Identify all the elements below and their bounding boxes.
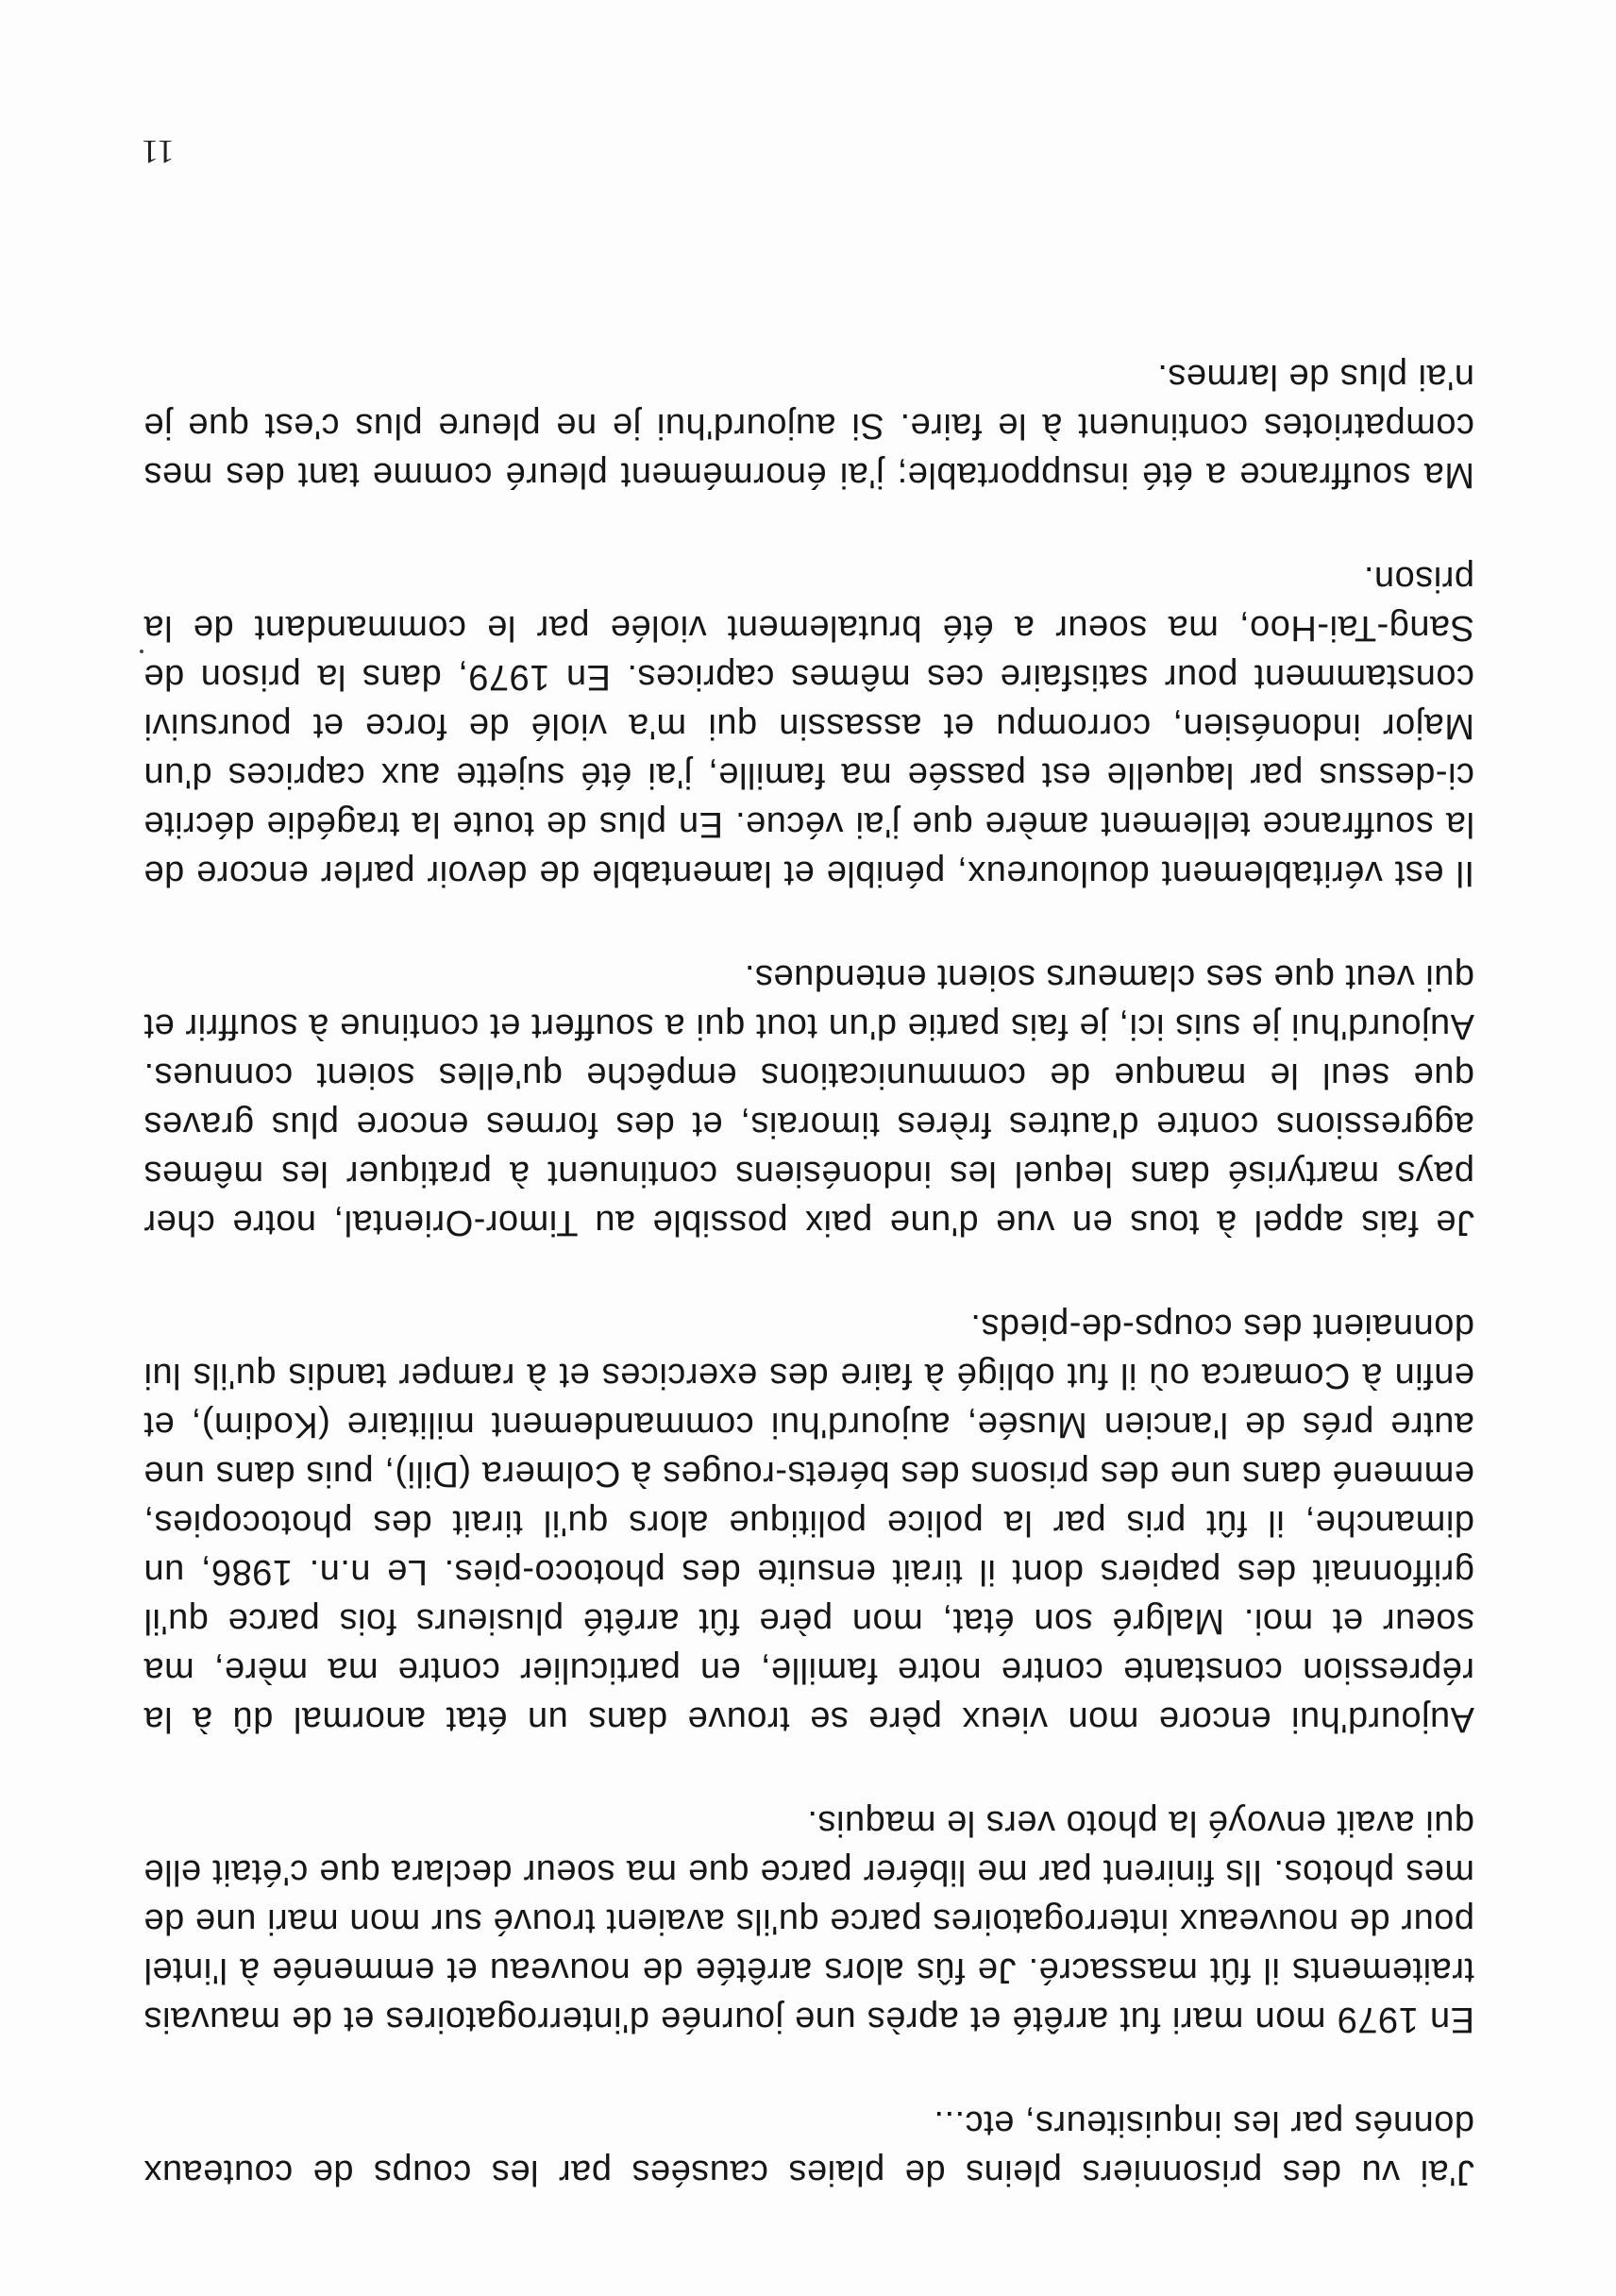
paragraph-tears: Ma souffrance a été insupportable; j'ai énormément pleuré comme tant des mes compatriotes continuent à le faire. Si aujourd'hui je ne pleure plus c'est que je n'ai plus de larmes. <box>143 357 1474 495</box>
paragraph-prisoners: J'ai vu des prisonniers pleins de plaies causées par les coups de couteaux donnés par les inquisiteurs, etc... <box>143 2103 1474 2192</box>
paragraph-husband-arrest: En 1979 mon mari fut arrêté et après une journée d'interrogatoires et de mauvais traitements il fût massacré. Je fûs alors arrêtée de nouveau et emmenée à l'intel pour de nouveaux interrogatoires parce qu'ils avaient trouvé sur mon mari une de mes photos. Ils finirent par me libérer parce que ma soeur declara que c'était elle qui avait envoyé la photo vers le maquis. <box>143 1803 1474 2039</box>
paragraph-appeal: Je fais appel à tous en vue d'une paix possible au Timor-Oriental, notre cher pays martyrisé dans lequel les indonésiens continuent à pratiquer les mêmes aggressions contre d'autres frères timorais, et des formes encore plus graves que seul le manque de communications empêche qu'elles soient connues. Aujourd'hui je suis ici, je fais partie d'un tout qui a souffert et continue à souffrir et qui veut que ses clameurs soient entendues. <box>143 957 1474 1242</box>
paragraph-father: Aujourd'hui encore mon vieux père se trouve dans un état anormal dû à la répression constante contre notre famille, en particulier contre ma mère, ma soeur et moi. Malgré son état, mon père fût arrêté plusieurs fois parce qu'il griffonnait des papiers dont il tirait ensuite des photoco-pies. Le n.n. 1986, un dimanche, il fût pris par la police politique alors qu'il tirait des photocopies, emmené dans une des prisons des bérets-rouges à Colmera (Dili), puis dans une autre prés de l'ancien Musée, aujourd'hui commandement militaire (Kodim), et enfin à Comarca où il fut obligé à faire des exercices et à ramper tandis qu'ils lui donnaient des coups-de-pieds. <box>143 1307 1474 1739</box>
page-body <box>143 297 1474 2197</box>
paragraph-suffering: Il est véritablement douloureux, pénible et lamentable de devoir parler encore de la souffrance tellement amère que j'ai vécue. En plus de toute la tragédie décrite ci-dessus par laquelle est passée ma famille, j'ai été sujette aux caprices d'un Major indonésien, corrompu et assassin qui m'a violé de force et poursuivi constamment pour satisfaire ces mêmes caprices. En 1979, dans la prison de Sang-Tai-Hoo, ma soeur a été brutalement violée par le commandant de la prison. <box>143 559 1474 893</box>
scan-speck <box>140 650 143 653</box>
page-number: 11 <box>142 133 175 171</box>
